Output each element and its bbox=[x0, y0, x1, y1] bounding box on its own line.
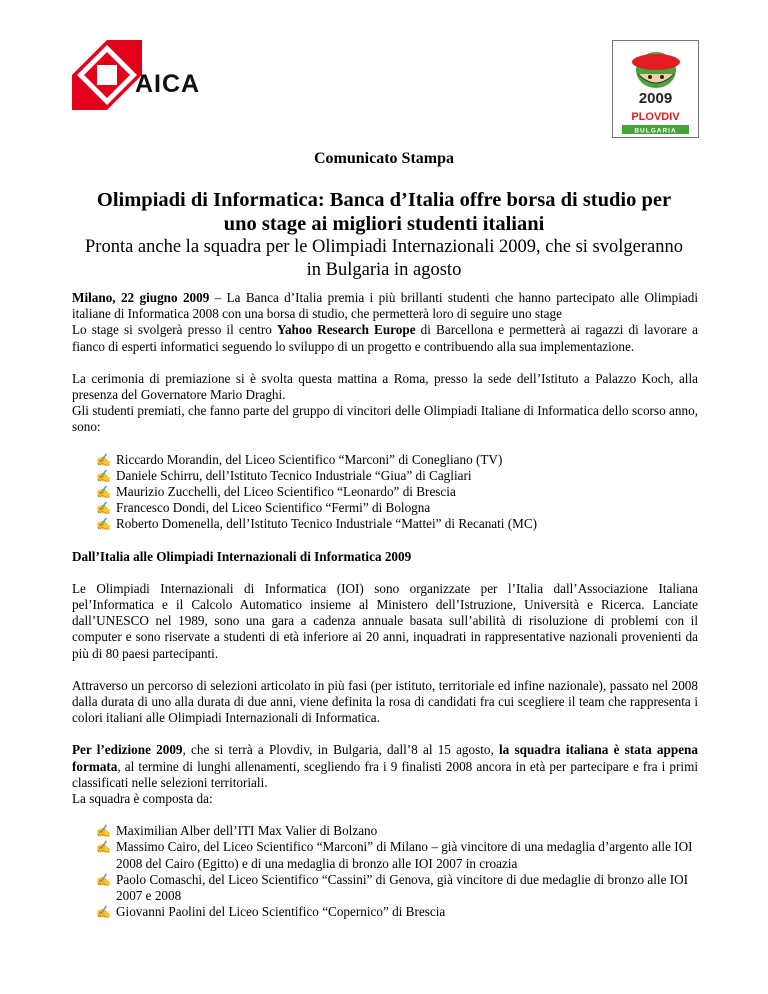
pen-bullet-icon: ✍ bbox=[96, 840, 111, 855]
paragraph-ceremony: La cerimonia di premiazione si è svolta questa mattina a Roma, presso la sede dell’Istituto a Palazzo Koch, alla presenza del Governatore Mario Draghi. bbox=[72, 370, 698, 403]
pen-bullet-icon: ✍ bbox=[96, 468, 111, 483]
pen-bullet-icon: ✍ bbox=[96, 872, 111, 887]
paragraph-selections: Attraverso un percorso di selezioni articolato in più fasi (per istituto, territoriale ed infine nazionale), passato nel 2008 dalla durata di uno alla durata di due anni, viene definita la rosa di candidati fra cui scegliere il team che rappresenta i colori italiani alle Olimpiadi Internazionali di Informatica. bbox=[72, 677, 698, 726]
ioi-2009-plovdiv-logo bbox=[612, 40, 699, 138]
svg-text:BULGARIA: BULGARIA bbox=[634, 127, 677, 135]
yahoo-research-europe: Yahoo Research Europe bbox=[276, 322, 416, 338]
list-item: ✍ Daniele Schirru, dell’Istituto Tecnico Industriale “Giua” di Cagliari bbox=[96, 467, 472, 483]
article-body bbox=[72, 290, 698, 937]
list-item: ✍ Paolo Comaschi, del Liceo Scientifico “Cassini” di Genova, già vincitore di due medaglie di bronzo alle IOI 2007 e 2008 bbox=[96, 871, 689, 904]
paragraph-winners-intro: Gli studenti premiati, che fanno parte del gruppo di vincitori delle Olimpiadi Italiane di Informatica dello scorso anno, sono: bbox=[72, 403, 698, 435]
list-item: ✍ Massimo Cairo, del Liceo Scientifico “Marconi” di Milano – già vincitore di una medaglia d’argento alle IOI 2008 del Cairo (Egitto) e di una medaglia di bronzo alle IOI 2007 in croazia bbox=[96, 839, 693, 871]
subheadline: Pronta anche la squadra per le Olimpiadi Internazionali 2009, che si svolgeranno in Bulgaria in agosto bbox=[85, 237, 683, 280]
svg-text:2009: 2009 bbox=[638, 90, 673, 107]
press-release-label: Comunicato Stampa bbox=[313, 150, 454, 167]
pen-bullet-icon: ✍ bbox=[96, 824, 111, 839]
dateline: Milano, 22 giugno 2009 bbox=[72, 290, 210, 305]
paragraph-stage: Lo stage si svolgerà presso il centro Yahoo Research Europe di Barcellona e permetterà ai ragazzi di lavorare a fianco di esperti informatici seguendo lo sviluppo di un progetto e contribuendo alla sua implementazione. bbox=[72, 322, 698, 354]
pen-bullet-icon: ✍ bbox=[96, 517, 111, 532]
pen-bullet-icon: ✍ bbox=[96, 452, 111, 467]
list-item: ✍ Maurizio Zucchelli, del Liceo Scientifico “Leonardo” di Brescia bbox=[96, 484, 456, 500]
list-item: ✍ Giovanni Paolini del Liceo Scientifico “Copernico” di Brescia bbox=[96, 904, 446, 920]
list-item: ✍ Maximilian Alber dell’ITI Max Valier di Bolzano bbox=[96, 823, 378, 839]
svg-text:PLOVDIV: PLOVDIV bbox=[631, 111, 680, 123]
pen-bullet-icon: ✍ bbox=[96, 485, 111, 500]
paragraph-ioi: Le Olimpiadi Internazionali di Informatica (IOI) sono organizzate per l’Italia dall’Associazione Italiana pel’Informatica e il Calcolo Automatico insieme al Ministero dell’Istruzione, Università e Ricerca. Lanciate dall’UNESCO nel 1989, sono una gara a cadenza annuale basata sull’abilità di risoluzione di problemi con il computer e sono riservate a studenti di età inferiore ai 20 anni, inquadrati in rappresentative nazionali provenienti da più di 80 paesi partecipanti. bbox=[72, 580, 698, 661]
list-item: ✍ Roberto Domenella, dell’Istituto Tecnico Industriale “Mattei” di Recanati (MC) bbox=[96, 516, 538, 532]
pen-bullet-icon: ✍ bbox=[96, 501, 111, 516]
pen-bullet-icon: ✍ bbox=[96, 905, 111, 920]
team-list bbox=[72, 823, 698, 920]
aica-wordmark: AICA bbox=[135, 70, 201, 98]
winners-list bbox=[72, 452, 698, 533]
list-item: ✍ Riccardo Morandin, del Liceo Scientifico “Marconi” di Conegliano (TV) bbox=[96, 451, 503, 467]
headline: Olimpiadi di Informatica: Banca d’Italia offre borsa di studio per uno stage ai migliori studenti italiani bbox=[96, 189, 672, 235]
paragraph-intro: Milano, 22 giugno 2009 – La Banca d’Italia premia i più brillanti studenti che hanno partecipato alle Olimpiadi italiane di Informatica 2008 con una borsa di studio, che permetterà loro di seguire uno stage bbox=[72, 290, 698, 322]
paragraph-team-intro: La squadra è composta da: bbox=[72, 791, 213, 807]
list-item: ✍ Francesco Dondi, del Liceo Scientifico “Fermi” di Bologna bbox=[96, 500, 431, 516]
section-heading: Dall’Italia alle Olimpiadi Internazionali di Informatica 2009 bbox=[72, 548, 412, 564]
paragraph-edition-2009: Per l’edizione 2009, che si terrà a Plovdiv, in Bulgaria, dall’8 al 15 agosto, la squadra italiana è stata appena formata, al termine di lunghi allenamenti, scegliendo fra i 9 finalisti 2008 ancora in età per partecipare e fra i primi classificati nelle selezioni territoriali. bbox=[72, 742, 698, 790]
